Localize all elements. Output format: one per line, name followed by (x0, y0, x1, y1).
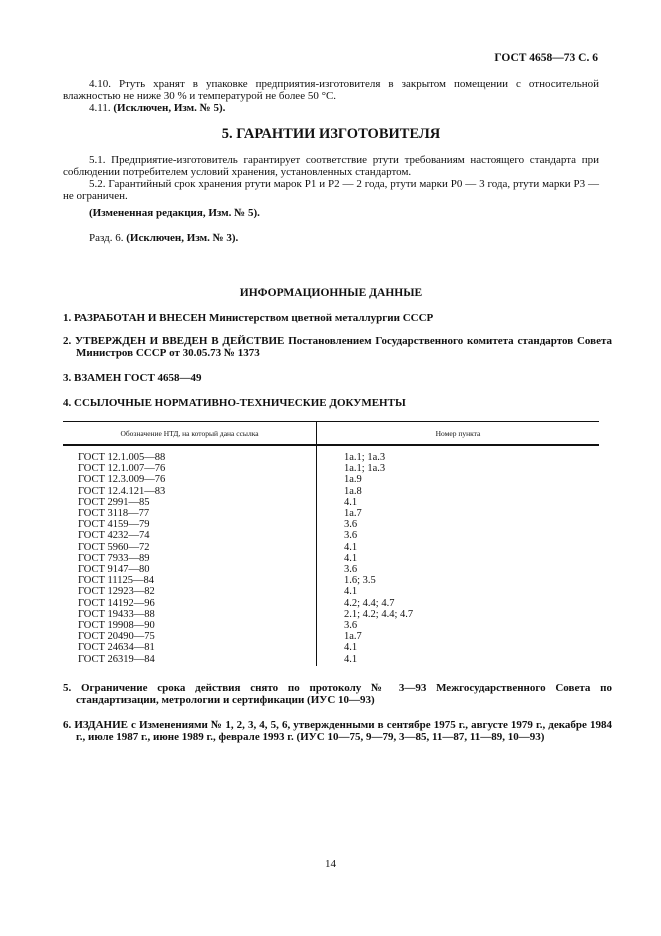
info-title: ИНФОРМАЦИОННЫЕ ДАННЫЕ (239, 287, 423, 299)
table-header-designation: Обозначение НТД, на который дана ссылка (120, 429, 259, 438)
table-cell-designation: ГОСТ 4232—74 (78, 530, 150, 542)
info-item-5: 5. Ограничение срока действия снято по протоколу № 3—93 Межгосударственного Совета по стандартизации, метрологии и сертификации (ИУС 10—93) (63, 682, 612, 706)
table-cell-designation: ГОСТ 5960—72 (78, 541, 150, 553)
table-cell-designation: ГОСТ 24634—81 (78, 642, 155, 654)
table-cell-clause: 1а.7 (344, 508, 362, 519)
table-cell-designation: ГОСТ 19433—88 (78, 608, 155, 620)
razd6-note: (Исключен, Изм. № 3). (126, 232, 239, 244)
info-item-1 (63, 312, 612, 324)
table-cell-clause: 4.2; 4.4; 4.7 (344, 597, 395, 609)
p52-note: (Измененная редакция, Изм. № 5). (89, 207, 260, 219)
info-item-3: 3. ВЗАМЕН ГОСТ 4658—49 (63, 372, 202, 384)
table-cell-designation: ГОСТ 7933—89 (78, 552, 150, 564)
table-header-rule (63, 444, 599, 446)
info1-rest: Министерством цветной металлургии СССР (208, 312, 434, 324)
paragraph-5-2: 5.2. Гарантийный срок хранения ртути марок Р1 и Р2 — 2 года, ртути марки Р0 — 3 года, ртути марки Р3 — не ограничен. (63, 178, 599, 202)
table-column-divider (316, 421, 317, 666)
table-cell-clause: 4.1 (344, 586, 358, 598)
paragraph-4-10: 4.10. Ртуть хранят в упаковке предприятия-изготовителя в закрытом помещении с относительной влажностью не ниже 30 % и температурой не более 50 °С. (63, 78, 599, 102)
table-cell-clause: 3.6 (344, 519, 358, 531)
info-item-4: 4. ССЫЛОЧНЫЕ НОРМАТИВНО-ТЕХНИЧЕСКИЕ ДОКУМЕНТЫ (63, 397, 406, 409)
table-header-clause: Номер пункта (435, 429, 481, 438)
table-cell-clause: 1.6; 3.5 (344, 575, 376, 587)
table-cell-designation: ГОСТ 2991—85 (78, 496, 150, 508)
table-cell-designation: ГОСТ 14192—96 (78, 597, 155, 609)
table-cell-clause: 3.6 (344, 530, 358, 542)
info2-bold: 2. УТВЕРЖДЕН И ВВЕДЕН В ДЕЙСТВИЕ (63, 335, 285, 347)
paragraph-4-11 (63, 102, 599, 114)
table-cell-designation: ГОСТ 12.4.121—83 (78, 485, 166, 497)
table-cell-clause: 3.6 (344, 564, 358, 575)
table-cell-clause: 3.6 (344, 620, 358, 631)
razd6-num: Разд. 6. (89, 232, 124, 244)
table-cell-designation: ГОСТ 11125—84 (78, 575, 155, 587)
page-number: 14 (325, 858, 336, 870)
p411-note: (Исключен, Изм. № 5). (113, 102, 226, 114)
table-cell-clause: 4.1 (344, 552, 358, 564)
reference-table (63, 421, 599, 666)
table-cell-designation: ГОСТ 12923—82 (78, 586, 155, 598)
table-cell-designation: ГОСТ 19908—90 (78, 620, 155, 631)
table-cell-clause: 1а.9 (344, 474, 362, 486)
table-cell-designation: ГОСТ 12.3.009—76 (78, 474, 166, 486)
table-cell-designation: ГОСТ 12.1.005—88 (78, 452, 166, 463)
table-cell-designation: ГОСТ 26319—84 (78, 653, 155, 665)
table-cell-clause: 4.1 (344, 541, 358, 553)
table-cell-clause: 4.1 (344, 642, 358, 654)
table-cell-clause: 1а.8 (344, 485, 362, 497)
table-cell-clause: 1а.1; 1а.3 (344, 452, 386, 463)
table-cell-clause: 1а.1; 1а.3 (344, 463, 386, 475)
table-cell-designation: ГОСТ 20490—75 (78, 631, 155, 643)
p411-num: 4.11. (89, 102, 111, 114)
table-cell-clause: 4.1 (344, 496, 358, 508)
info2-rest: Постановлением Государственного комитета стандартов Совета Министров СССР от 30.05.73 № 1373 (76, 335, 613, 359)
table-cell-designation: ГОСТ 3118—77 (78, 508, 150, 519)
paragraph-5-1: 5.1. Предприятие-изготовитель гарантирует соответствие ртути требованиям настоящего стандарта при соблюдении потребителем условий хранения, установленных стандартом. (63, 154, 599, 178)
table-cell-designation: ГОСТ 4159—79 (78, 519, 150, 531)
page-header: ГОСТ 4658—73 С. 6 (494, 52, 598, 64)
info-item-2 (63, 335, 612, 359)
razd-6 (63, 232, 599, 244)
table-cell-clause: 1а.7 (344, 631, 362, 643)
table-cell-clause: 4.1 (344, 653, 358, 665)
info-item-6: 6. ИЗДАНИЕ с Изменениями № 1, 2, 3, 4, 5, 6, утвержденными в сентябре 1975 г., августе 1979 г., декабре 1984 г., июле 1987 г., июне 1989 г., феврале 1993 г. (ИУС 10—75, 9—79, 3—85, 11—87, 11—89, 10—93) (63, 719, 612, 743)
table-top-rule (63, 421, 599, 422)
table-cell-designation: ГОСТ 12.1.007—76 (78, 463, 166, 475)
table-cell-clause: 2.1; 4.2; 4.4; 4.7 (344, 608, 414, 620)
paragraph-5-2-note (63, 207, 599, 219)
table-cell-designation: ГОСТ 9147—80 (78, 564, 150, 575)
info1-bold: 1. РАЗРАБОТАН И ВНЕСЕН (63, 312, 207, 324)
section-5-title: 5. ГАРАНТИИ ИЗГОТОВИТЕЛЯ (221, 126, 441, 142)
